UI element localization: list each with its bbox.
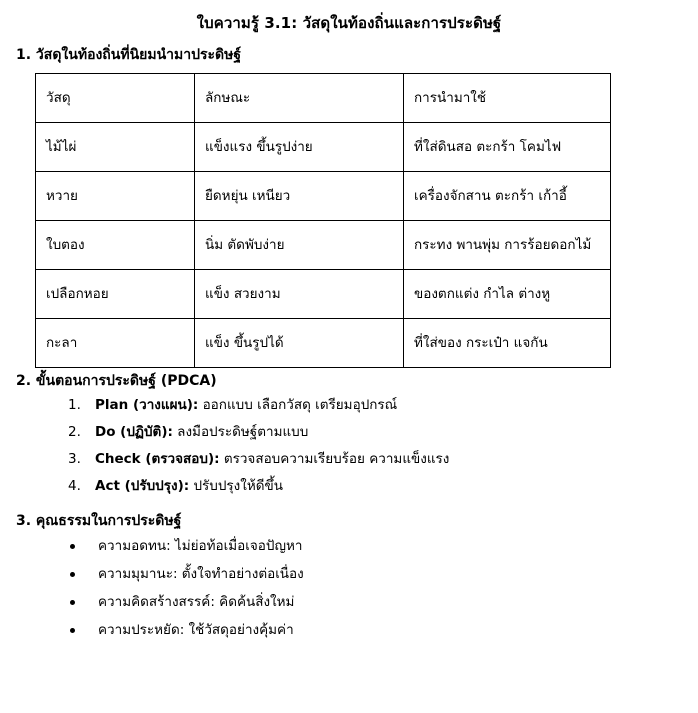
table-cell-material: เปลือกหอย	[36, 270, 195, 319]
list-item	[0, 423, 449, 450]
table-cell-characteristic: นิ่ม ตัดพับง่าย	[195, 221, 404, 270]
list-item	[0, 593, 304, 621]
bullet-icon	[70, 544, 75, 549]
list-item-number: 3.	[68, 451, 81, 467]
bullet-icon	[70, 572, 75, 577]
table-header-cell-material: วัสดุ	[36, 74, 195, 123]
table-cell-usage: ของตกแต่ง กำไล ต่างหู	[404, 270, 611, 319]
pdca-steps-list	[0, 396, 449, 504]
page-title: ใบความรู้ 3.1: วัสดุในท้องถิ่นและการประดิษฐ์	[196, 14, 502, 32]
virtues-list	[0, 537, 304, 649]
list-item-label: ความคิดสร้างสรรค์: คิดค้นสิ่งใหม่	[98, 594, 295, 610]
table-header-cell-characteristic: ลักษณะ	[195, 74, 404, 123]
list-item-description: ออกแบบ เลือกวัสดุ เตรียมอุปกรณ์	[198, 397, 398, 413]
list-item	[0, 537, 304, 565]
table-cell-usage: กระทง พานพุ่ม การร้อยดอกไม้	[404, 221, 611, 270]
list-item	[0, 450, 449, 477]
list-item	[0, 621, 304, 649]
table-cell-material: หวาย	[36, 172, 195, 221]
table-cell-material: กะลา	[36, 319, 195, 368]
table-header-row	[36, 74, 611, 123]
list-item-description: ลงมือประดิษฐ์ตามแบบ	[172, 424, 309, 440]
list-item-number: 2.	[68, 424, 81, 440]
list-item-description: ตรวจสอบความเรียบร้อย ความแข็งแรง	[219, 451, 450, 467]
section-2-heading: 2. ขั้นตอนการประดิษฐ์ (PDCA)	[16, 373, 217, 389]
list-item-term: Act (ปรับปรุง):	[95, 478, 190, 494]
list-item-description: ปรับปรุงให้ดีขึ้น	[189, 478, 283, 494]
list-item	[0, 565, 304, 593]
list-item-label: ความประหยัด: ใช้วัสดุอย่างคุ้มค่า	[98, 622, 294, 638]
list-item-term: Plan (วางแผน):	[95, 397, 199, 413]
table-row	[36, 221, 611, 270]
table-cell-characteristic: แข็งแรง ขึ้นรูปง่าย	[195, 123, 404, 172]
list-item-number: 4.	[68, 478, 81, 494]
bullet-icon	[70, 600, 75, 605]
table-row	[36, 319, 611, 368]
list-item-term: Check (ตรวจสอบ):	[95, 451, 220, 467]
table-row	[36, 123, 611, 172]
table-cell-characteristic: แข็ง ขึ้นรูปได้	[195, 319, 404, 368]
table-cell-characteristic: ยืดหยุ่น เหนียว	[195, 172, 404, 221]
section-3-heading: 3. คุณธรรมในการประดิษฐ์	[16, 513, 182, 529]
table-cell-material: ใบตอง	[36, 221, 195, 270]
section-1-heading: 1. วัสดุในท้องถิ่นที่นิยมนำมาประดิษฐ์	[16, 47, 242, 63]
list-item	[0, 396, 449, 423]
table-cell-usage: ที่ใส่ของ กระเป๋า แจกัน	[404, 319, 611, 368]
materials-table	[35, 73, 611, 368]
bullet-icon	[70, 628, 75, 633]
list-item-number: 1.	[68, 397, 81, 413]
list-item	[0, 477, 449, 504]
list-item-label: ความอดทน: ไม่ย่อท้อเมื่อเจอปัญหา	[98, 538, 303, 554]
table-cell-usage: ที่ใส่ดินสอ ตะกร้า โคมไฟ	[404, 123, 611, 172]
table-cell-characteristic: แข็ง สวยงาม	[195, 270, 404, 319]
table-cell-usage: เครื่องจักสาน ตะกร้า เก้าอี้	[404, 172, 611, 221]
list-item-label: ความมุมานะ: ตั้งใจทำอย่างต่อเนื่อง	[98, 566, 304, 582]
table-header-cell-usage: การนำมาใช้	[404, 74, 611, 123]
list-item-term: Do (ปฏิบัติ):	[95, 424, 173, 440]
table-row	[36, 270, 611, 319]
table-row	[36, 172, 611, 221]
table-cell-material: ไม้ไผ่	[36, 123, 195, 172]
